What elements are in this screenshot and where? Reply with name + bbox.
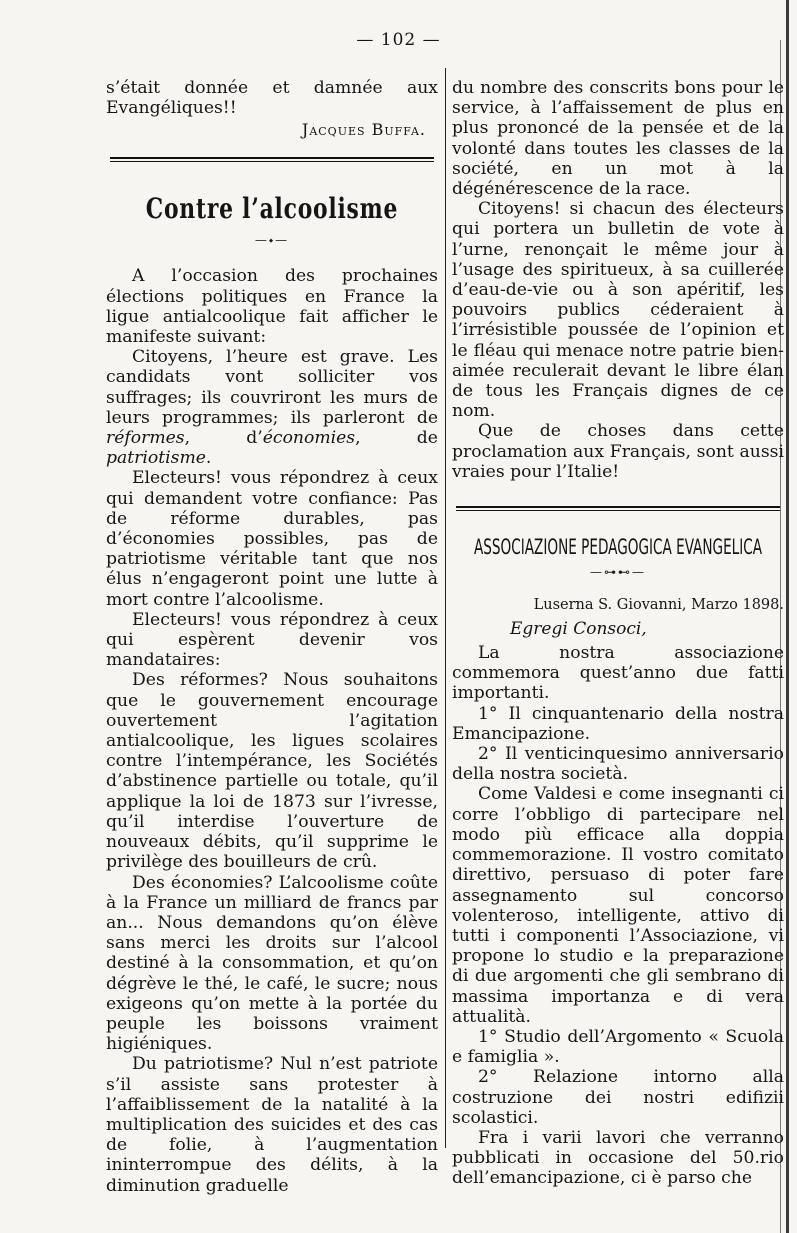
article-paragraph: Citoyens! si chacun des électeurs qui portera un bulletin de vote à l’urne, renonçait le même jour à l’usage des spiritueux, à sa cuillerée d’eau-de-vie ou à son apéritif, les pouvoirs publics céderaient à l’irrésistible poussée de l’opinion et le fléau qui menace notre patrie bien-aimée reculerait devant le libre élan de tous les Français dignes de ce nom. — [452, 199, 784, 422]
page-number: — 102 — — [356, 30, 441, 50]
association-title: ASSOCIAZIONE PEDAGOGICA EVANGELICA — [473, 535, 763, 560]
right-column — [452, 78, 784, 1189]
letter-paragraph: La nostra associazione commemora quest’anno due fatti importanti. — [452, 643, 784, 704]
column-divider — [445, 68, 446, 1148]
letter-paragraph: 2° Relazione intorno alla costruzione dei nostri edifizii scolastici. — [452, 1067, 784, 1128]
article-paragraph: Electeurs! vous répondrez à ceux qui demandent votre confiance: Pas de réforme durables, pas d’économies possibles, pas de patriotisme véritable tant que nos élus n’engageront point une lutte à mort contre l’alcoolisme. — [106, 468, 438, 610]
section-rule-thin — [110, 161, 434, 162]
title-ornament: —⊶⊷— — [590, 565, 646, 580]
binding-edge — [786, 0, 789, 1233]
letter-paragraph: 1° Il cinquantenario della nostra Emancipazione. — [452, 703, 784, 744]
left-column — [106, 78, 438, 1196]
italic-word: économies — [262, 428, 356, 449]
article-paragraph: Des économies? L’alcoolisme coûte à la France un milliard de francs par an... Nous demandons qu’on élève sans merci les droits sur l’alcool destiné à la consommation, et qu’on dégrève le thé, le café, le sucre; nous exigeons qu’on mette à la portée du peuple les boissons vraiment higiéniques. — [106, 872, 438, 1055]
article-paragraph: A l’occasion des prochaines élections politiques en France la ligue antialcoolique fait afficher le manifeste suivant: — [106, 266, 438, 348]
letter-paragraph: Fra i varii lavori che verranno pubblicati in occasione del 50.rio dell’emancipazione, ci è parso che — [452, 1127, 784, 1189]
title-ornament: —⬩— — [254, 233, 290, 248]
letter-paragraph: 2° Il venticinquesimo anniversario della nostra società. — [452, 744, 784, 785]
article-paragraph: Electeurs! vous répondrez à ceux qui espèrent devenir vos mandataires: — [106, 609, 438, 671]
intro-text: s’était donnée et damnée aux Evangéliques!! — [106, 78, 438, 119]
article-paragraph: du nombre des conscrits bons pour le service, à l’affaissement de plus en plus prononcé de la pensée et de la volonté dans toutes les classes de la société, en un mot à la dégénérescence de la race. — [452, 78, 784, 200]
greeting: Egregi Consoci, — [510, 619, 647, 640]
dateline: Luserna S. Giovanni, Marzo 1898. — [533, 597, 784, 614]
section-rule — [110, 157, 434, 159]
section-rule — [456, 506, 780, 508]
letter-paragraph: 1° Studio dell’Argomento « Scuola e famiglia ». — [452, 1026, 784, 1068]
article-paragraph: Du patriotisme? Nul n’est patriote s’il assiste sans protester à l’affaiblissement de la natalité à la multiplication des suicides et des cas de folie, à l’augmentation ininterrompue des délits, à la diminution graduelle — [106, 1054, 438, 1196]
article-paragraph: Citoyens, l’heure est grave. Les candidats vont solliciter vos suffrages; ils couvriront les murs de leurs programmes; ils parleront de réformes, d’économies, de patriotisme. — [106, 347, 438, 469]
italic-word: patriotisme — [106, 448, 206, 469]
author-signature: Jacques Buffa. — [301, 120, 426, 140]
letter-paragraph: Come Valdesi e come insegnanti ci corre l’obbligo di partecipare nel modo più efficace alla doppia commemorazione. Il vostro comitato direttivo, persuaso di poter fare assegnamento sul concorso volenteroso, intelligente, attivo di tutti i componenti l’Associazione, vi propone lo studio e la preparazione di due argomenti che gli sembrano di massima importanza e di vera attualità. — [452, 784, 784, 1027]
article-paragraph: Que de choses dans cette proclamation aux Français, sont aussi vraies pour l’Italie! — [452, 421, 784, 482]
article-title: Contre l’alcoolisme — [145, 192, 399, 226]
italic-word: réformes — [106, 428, 185, 449]
article-paragraph: Des réformes? Nous souhaitons que le gouvernement encourage ouvertement l’agitation antialcoolique, les ligues scolaires contre l’intempérance, les Sociétés d’abstinence partielle ou totale, qu’il applique la loi de 1873 sur l’ivresse, qu’il interdise l’ouverture de nouveaux débits, qu’il supprime le privilège des bouilleurs de crû. — [106, 670, 438, 873]
section-rule-thin — [456, 510, 780, 511]
